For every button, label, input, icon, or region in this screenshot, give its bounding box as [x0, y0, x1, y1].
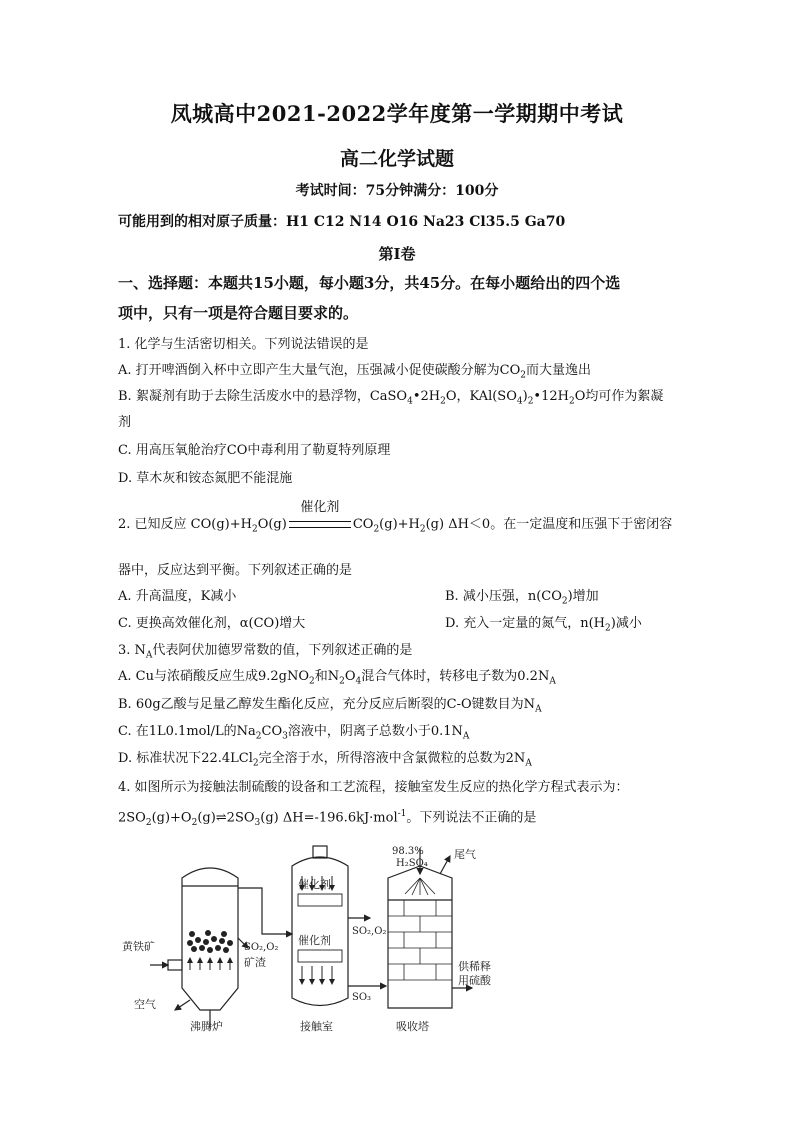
q4-equation: $2SO_2(g)+O_2(g)\rightleftharpoons 2SO_3(g)$ ΔH=-196.6kJ·mol$^{-1}$。下列说法不正确的是 — [118, 809, 537, 828]
q3-option-c: C. 在1L0.1mol/L的$Na_2CO_3$溶液中，阴离子总数小于$0.1N_A$ — [118, 724, 470, 742]
q3-option-b: B. 60g乙酸与足量乙醇发生酯化反应，充分反应后断裂的C-O键数目为$N_A$ — [118, 697, 542, 715]
q1-option-b: B. 絮凝剂有助于去除生活废水中的悬浮物，$CaSO_4•2H_2O$，$KAl(SO_4)_2•12H_2O$均可作为絮凝 — [118, 389, 664, 407]
label-tail-gas: 尾气 — [454, 848, 476, 861]
catalyst-label: 催化剂 — [300, 500, 340, 515]
q2-stem-cont: 器中，反应达到平衡。下列叙述正确的是 — [118, 563, 353, 578]
q1-stem: 1. 化学与生活密切相关。下列说法错误的是 — [118, 337, 369, 352]
q1-option-c: C. 用高压氧舱治疗CO中毒利用了勒夏特列原理 — [118, 443, 391, 458]
q1-option-b-cont: 剂 — [118, 415, 132, 430]
label-catalyst-2: 催化剂 — [298, 934, 331, 947]
label-catalyst-1: 催化剂 — [298, 878, 331, 891]
q3-option-d: D. 标准状况下22.4LCl$_2$完全溶于水，所得溶液中含氯微粒的总数为$2N_A$ — [118, 751, 532, 769]
label-contact-chamber: 接触室 — [300, 1020, 333, 1033]
q3-option-a: A. Cu与浓硝酸反应生成9.2gNO$_2$和$N_2O_4$混合气体时，转移电子数为$0.2N_A$ — [118, 669, 556, 687]
q2-option-b: B. 减小压强，$n(CO_2)$增加 — [445, 589, 599, 607]
exam-title: 凤城高中2021-2022学年度第一学期期中考试 — [170, 101, 624, 126]
atomic-masses: 可能用到的相对原子质量：H1 C12 N14 O16 Na23 Cl35.5 Ga70 — [118, 214, 566, 230]
label-pyrite: 黄铁矿 — [122, 940, 155, 953]
label-dilute-1: 供稀释 — [458, 960, 491, 973]
label-so2o2-chamber: SO₂,O₂ — [352, 926, 387, 937]
label-slag: 矿渣 — [244, 956, 266, 969]
catalyst-arrow — [289, 500, 351, 528]
q3-stem: 3. $N_A$代表阿伏加德罗常数的值，下列叙述正确的是 — [118, 643, 413, 661]
label-air: 空气 — [134, 998, 156, 1011]
q2-option-a: A. 升高温度，K减小 — [118, 589, 237, 604]
contact-chamber — [292, 846, 348, 1006]
label-so2o2-furnace: SO₂,O₂ — [244, 942, 279, 953]
q2-stem: 2. 已知反应 $CO(g)+H_2O(g)$ 催化剂 $CO_2(g)+H_2(g)$ ΔH＜0。在一定温度和压强下于密闭容 — [118, 500, 673, 535]
volume-label: 第I卷 — [378, 245, 416, 263]
q1-option-a: A. 打开啤酒倒入杯中立即产生大量气泡，压强减小促使碳酸分解为$CO_2$而大量逸出 — [118, 363, 592, 381]
label-boiling-furnace: 沸腾炉 — [190, 1020, 223, 1033]
label-acid-concentration: 98.3% — [392, 846, 424, 857]
label-so3: SO₃ — [352, 992, 372, 1003]
q2-option-d: D. 充入一定量的氮气，$n(H_2)$减小 — [445, 616, 642, 634]
boiling-furnace — [150, 868, 248, 1028]
section-heading-line2: 项中，只有一项是符合题目要求的。 — [118, 304, 359, 322]
q4-stem: 4. 如图所示为接触法制硫酸的设备和工艺流程，接触室发生反应的热化学方程式表示为： — [118, 780, 629, 795]
sulfuric-acid-process-diagram — [120, 838, 680, 1038]
exam-subtitle: 高二化学试题 — [339, 148, 454, 170]
q1-option-d: D. 草木灰和铵态氮肥不能混施 — [118, 471, 293, 486]
label-dilute-2: 用硫酸 — [458, 974, 491, 987]
section-heading-line1: 一、选择题：本题共15小题，每小题3分，共45分。在每小题给出的四个选 — [118, 274, 621, 292]
label-absorption-tower: 吸收塔 — [396, 1020, 429, 1033]
label-h2so4: H₂SO₄ — [396, 858, 428, 869]
exam-time: 考试时间：75分钟满分：100分 — [295, 183, 499, 199]
q2-option-c: C. 更换高效催化剂，α(CO)增大 — [118, 616, 306, 631]
